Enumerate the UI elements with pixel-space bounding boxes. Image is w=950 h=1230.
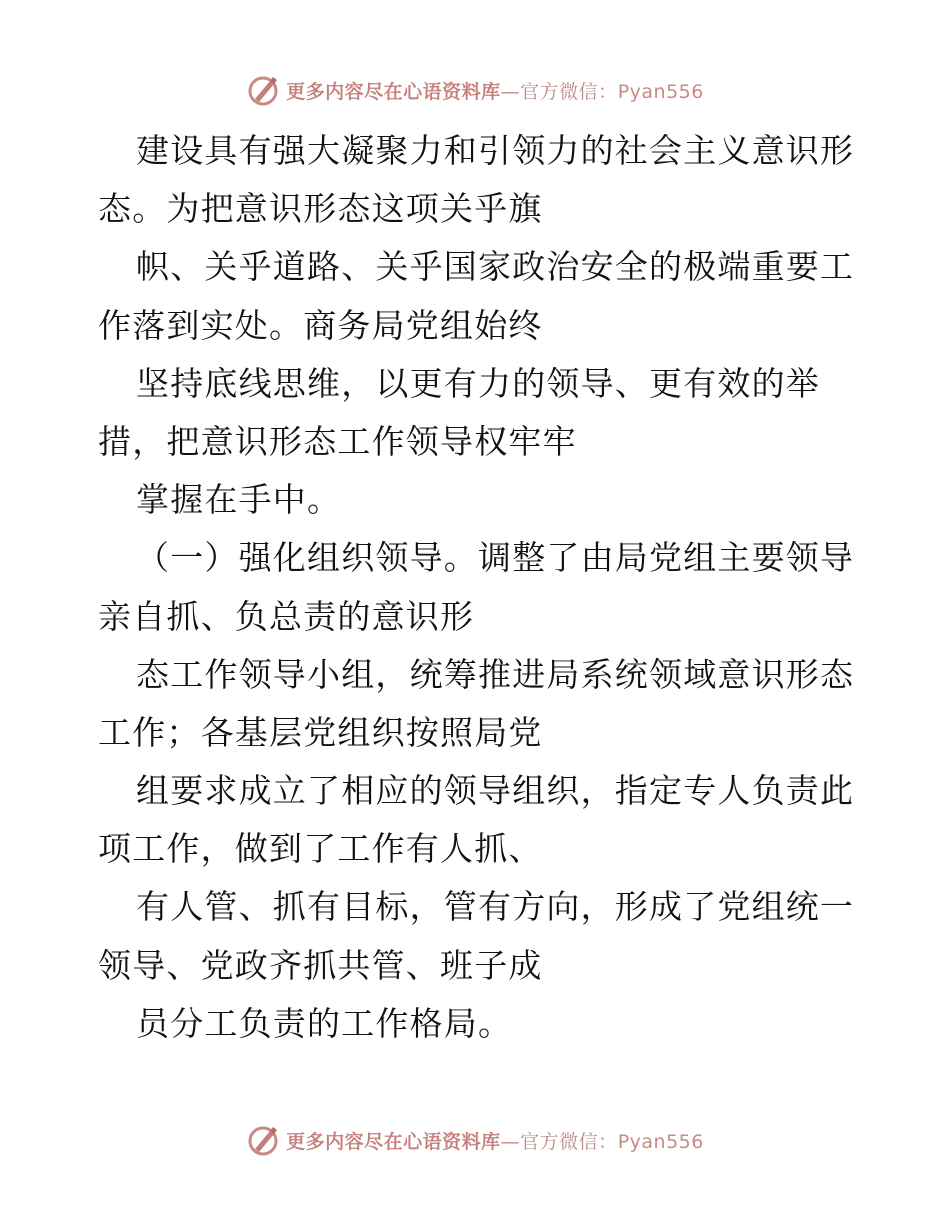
banner-wechat-label: 官方微信： <box>520 1130 618 1153</box>
text-line: 员分工负责的工作格局。 <box>136 1003 513 1043</box>
text-line: 态工作领导小组，统筹推进局系统领域意识形态 <box>136 654 855 694</box>
text-line: 作落到实处。商务局党组始终 <box>98 305 543 345</box>
text-line: 帜、关乎道路、关乎国家政治安全的极端重要工 <box>136 247 855 287</box>
text-line: 措，把意识形态工作领导权牢牢 <box>98 421 577 461</box>
text-line: （一）强化组织领导。调整了由局党组主要领导 <box>136 538 855 578</box>
document-body <box>98 122 858 1053</box>
banner-main-text: 更多内容尽在心语资料库 <box>286 80 501 103</box>
text-line: 亲自抓、负总责的意识形 <box>98 596 475 636</box>
banner-wechat-id: Pyan556 <box>617 80 704 103</box>
text-line: 有人管、抓有目标，管有方向，形成了党组统一 <box>136 887 855 927</box>
banner-dash: — <box>500 80 521 103</box>
text-line: 领导、党政齐抓共管、班子成 <box>98 945 543 985</box>
banner-wechat-label: 官方微信： <box>520 80 618 103</box>
footer-banner <box>0 1120 950 1160</box>
text-line: 态。为把意识形态这项关乎旗 <box>98 189 543 229</box>
pen-logo-icon <box>246 1123 280 1157</box>
banner-text <box>286 1127 704 1154</box>
banner-dash: — <box>500 1130 521 1153</box>
text-line: 组要求成立了相应的领导组织，指定专人负责此 <box>136 771 855 811</box>
banner-wechat-id: Pyan556 <box>617 1130 704 1153</box>
text-line: 掌握在手中。 <box>136 480 342 520</box>
text-line: 项工作，做到了工作有人抓、 <box>98 829 543 869</box>
banner-main-text: 更多内容尽在心语资料库 <box>286 1130 501 1153</box>
text-line: 建设具有强大凝聚力和引领力的社会主义意识形 <box>136 131 855 170</box>
banner-text <box>286 77 704 104</box>
text-line: 坚持底线思维，以更有力的领导、更有效的举 <box>136 363 820 403</box>
header-banner <box>0 70 950 110</box>
pen-logo-icon <box>246 73 280 107</box>
text-line: 工作；各基层党组织按照局党 <box>98 712 543 752</box>
